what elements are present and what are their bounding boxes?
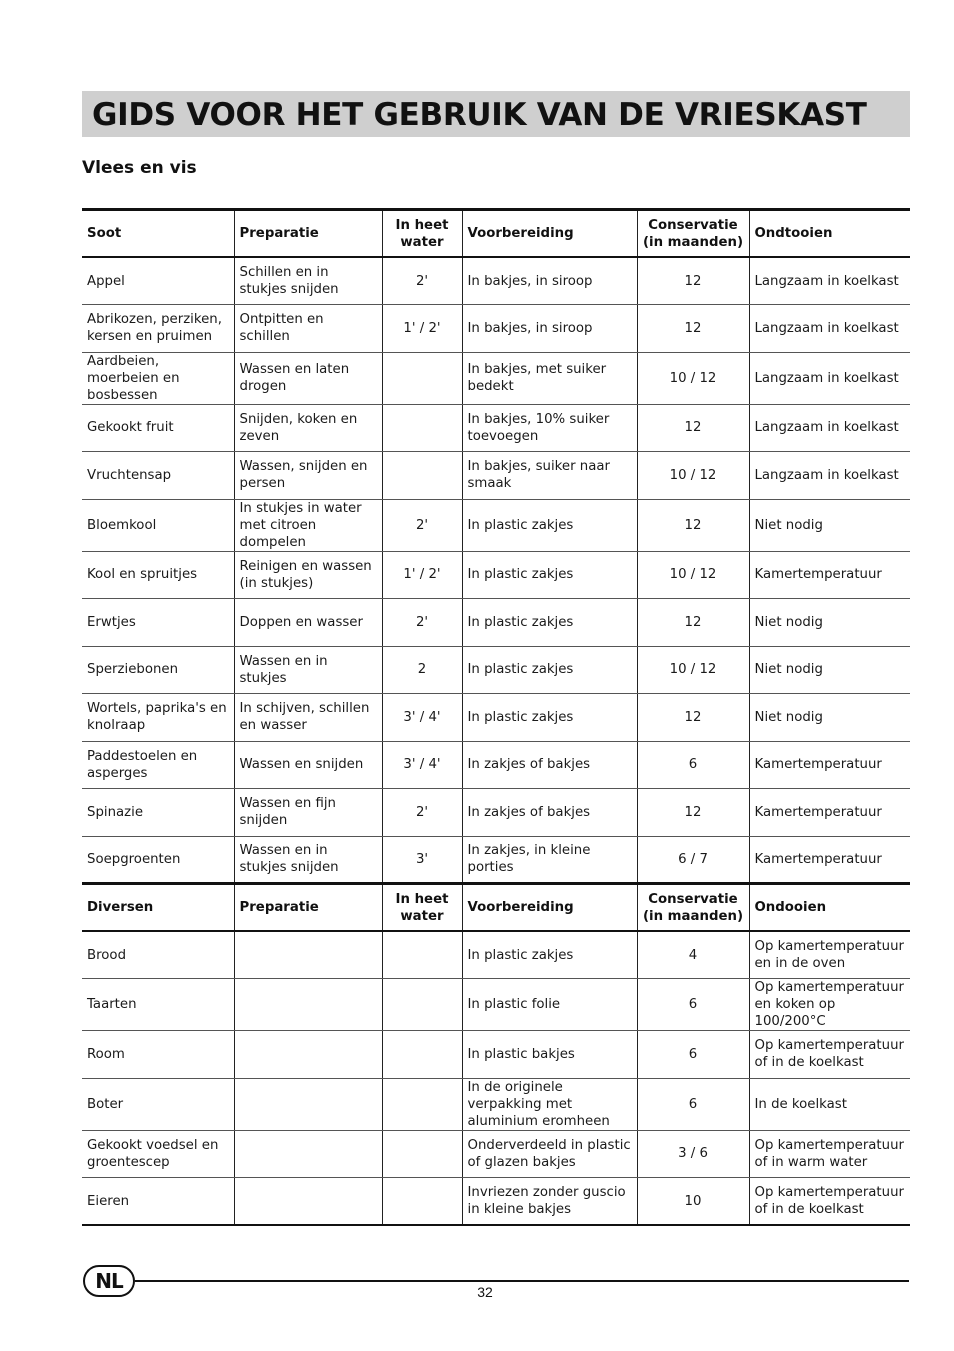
table-cell [234, 1078, 382, 1130]
table-cell [382, 404, 462, 452]
table-cell: In plastic zakjes [462, 499, 637, 551]
table-cell: Wassen en snijden [234, 741, 382, 789]
table-cell: 3' / 4' [382, 741, 462, 789]
table-cell [382, 1078, 462, 1130]
table-cell: 10 [637, 1178, 749, 1226]
table-cell [234, 979, 382, 1031]
table-cell: Brood [82, 931, 234, 979]
table-cell: 1' / 2' [382, 551, 462, 599]
table-cell: 12 [637, 789, 749, 837]
table-cell: Niet nodig [749, 694, 910, 742]
table-row [82, 931, 910, 979]
table-cell: 2' [382, 789, 462, 837]
table-cell: 6 [637, 1078, 749, 1130]
table-cell: Erwtjes [82, 599, 234, 647]
table-cell: In plastic zakjes [462, 694, 637, 742]
table-cell: Op kamertemperatuur of in warm water [749, 1130, 910, 1178]
table-cell [234, 1130, 382, 1178]
table-cell: In de originele verpakking met aluminium eromheen [462, 1078, 637, 1130]
table-row [82, 646, 910, 694]
table-cell: 12 [637, 257, 749, 305]
table-cell: Niet nodig [749, 646, 910, 694]
table-cell: Kamertemperatuur [749, 551, 910, 599]
table-cell: 12 [637, 694, 749, 742]
table-row [82, 1130, 910, 1178]
table-cell: Appel [82, 257, 234, 305]
table-cell: 10 / 12 [637, 452, 749, 500]
table-cell: Op kamertemperatuur of in de koelkast [749, 1178, 910, 1226]
table-row [82, 452, 910, 500]
table-row [82, 1178, 910, 1226]
table-cell [382, 1178, 462, 1226]
column-header: Voorbereiding [462, 884, 637, 932]
table-cell: In zakjes of bakjes [462, 741, 637, 789]
table-header-fruit-vegetables [82, 210, 910, 258]
table-cell: Langzaam in koelkast [749, 352, 910, 404]
table-row [82, 305, 910, 353]
language-badge: NL [83, 1265, 135, 1297]
title-bar [82, 91, 910, 137]
table-cell: 2 [382, 646, 462, 694]
column-header: Ondtooien [749, 210, 910, 258]
table-cell: Langzaam in koelkast [749, 452, 910, 500]
table-cell [382, 1031, 462, 1079]
table-cell: 6 [637, 741, 749, 789]
table-cell: In plastic zakjes [462, 646, 637, 694]
table-cell: Wortels, paprika's en knolraap [82, 694, 234, 742]
table-cell [234, 1178, 382, 1226]
table-cell: In bakjes, suiker naar smaak [462, 452, 637, 500]
table-cell: Op kamertemperatuur en in de oven [749, 931, 910, 979]
table-cell [234, 931, 382, 979]
table-cell: 1' / 2' [382, 305, 462, 353]
table-row [82, 979, 910, 1031]
table-cell: Aardbeien, moerbeien en bosbessen [82, 352, 234, 404]
table-cell: Ontpitten en schillen [234, 305, 382, 353]
freezer-guide-table [82, 208, 910, 1226]
table-cell: 3 / 6 [637, 1130, 749, 1178]
table-cell: Wassen en in stukjes snijden [234, 836, 382, 884]
table-cell [382, 1130, 462, 1178]
table-cell: Langzaam in koelkast [749, 257, 910, 305]
table-row [82, 1031, 910, 1079]
table-cell: In stukjes in water met citroen dompelen [234, 499, 382, 551]
table-row [82, 499, 910, 551]
table-cell: Paddestoelen en asperges [82, 741, 234, 789]
column-header: Conservatie (in maanden) [637, 210, 749, 258]
table-cell: Bloemkool [82, 499, 234, 551]
column-header: Voorbereiding [462, 210, 637, 258]
table-cell: In zakjes of bakjes [462, 789, 637, 837]
table-cell: Room [82, 1031, 234, 1079]
column-header: In heet water [382, 884, 462, 932]
table-cell: Op kamertemperatuur en koken op 100/200°C [749, 979, 910, 1031]
table-cell: Wassen en fijn snijden [234, 789, 382, 837]
table-row [82, 257, 910, 305]
table-cell: 6 [637, 1031, 749, 1079]
table-cell: In plastic zakjes [462, 931, 637, 979]
column-header: In heet water [382, 210, 462, 258]
table-row [82, 836, 910, 884]
table-cell: 12 [637, 404, 749, 452]
table-cell: Wassen en laten drogen [234, 352, 382, 404]
table-cell: Doppen en wasser [234, 599, 382, 647]
footer-rule [135, 1280, 909, 1282]
table-cell: Niet nodig [749, 499, 910, 551]
table-cell: 3' [382, 836, 462, 884]
table-cell: In bakjes, 10% suiker toevoegen [462, 404, 637, 452]
table-cell: Onderverdeeld in plastic of glazen bakjes [462, 1130, 637, 1178]
table-cell: 2' [382, 499, 462, 551]
table-cell: Sperziebonen [82, 646, 234, 694]
table-cell: Schillen en in stukjes snijden [234, 257, 382, 305]
table-cell: Taarten [82, 979, 234, 1031]
table-cell: In plastic zakjes [462, 551, 637, 599]
table-cell: Eieren [82, 1178, 234, 1226]
table-cell: 6 / 7 [637, 836, 749, 884]
table-cell: 10 / 12 [637, 646, 749, 694]
table-cell: Wassen, snijden en persen [234, 452, 382, 500]
table-cell: Abrikozen, perziken, kersen en pruimen [82, 305, 234, 353]
table-row [82, 352, 910, 404]
table-cell: Soepgroenten [82, 836, 234, 884]
table-cell: In plastic folie [462, 979, 637, 1031]
table-cell: Snijden, koken en zeven [234, 404, 382, 452]
table-cell: Op kamertemperatuur of in de koelkast [749, 1031, 910, 1079]
table-cell: 6 [637, 979, 749, 1031]
column-header: Conservatie (in maanden) [637, 884, 749, 932]
table-cell: Wassen en in stukjes [234, 646, 382, 694]
table-cell: Kamertemperatuur [749, 836, 910, 884]
table-cell: Invriezen zonder guscio in kleine bakjes [462, 1178, 637, 1226]
table-cell: 2' [382, 257, 462, 305]
table-row [82, 694, 910, 742]
page-number: 32 [477, 1284, 493, 1300]
table-cell: In schijven, schillen en wasser [234, 694, 382, 742]
table-row [82, 789, 910, 837]
table-row [82, 741, 910, 789]
table-row [82, 551, 910, 599]
table-cell: Boter [82, 1078, 234, 1130]
table-cell: In plastic bakjes [462, 1031, 637, 1079]
table-cell: 4 [637, 931, 749, 979]
table-header-miscellaneous [82, 884, 910, 932]
table-row [82, 404, 910, 452]
table-cell: In de koelkast [749, 1078, 910, 1130]
table-cell [382, 931, 462, 979]
table-cell: Spinazie [82, 789, 234, 837]
table-row [82, 1078, 910, 1130]
page-title: GIDS VOOR HET GEBRUIK VAN DE VRIESKAST [92, 97, 867, 133]
section-title: Vlees en vis [82, 158, 197, 178]
table-cell [382, 352, 462, 404]
column-header: Ondooien [749, 884, 910, 932]
table-cell: 2' [382, 599, 462, 647]
column-header: Preparatie [234, 884, 382, 932]
column-header: Diversen [82, 884, 234, 932]
table-cell: 10 / 12 [637, 352, 749, 404]
table-cell [234, 1031, 382, 1079]
table-cell: Langzaam in koelkast [749, 404, 910, 452]
column-header: Preparatie [234, 210, 382, 258]
table-cell: Reinigen en wassen (in stukjes) [234, 551, 382, 599]
table-cell: 10 / 12 [637, 551, 749, 599]
table-cell: Langzaam in koelkast [749, 305, 910, 353]
table-cell: 3' / 4' [382, 694, 462, 742]
table-cell: 12 [637, 305, 749, 353]
table-row [82, 599, 910, 647]
table-cell: In zakjes, in kleine porties [462, 836, 637, 884]
table-cell: In bakjes, in siroop [462, 257, 637, 305]
table-cell [382, 979, 462, 1031]
table-cell: 12 [637, 599, 749, 647]
table-cell: Vruchtensap [82, 452, 234, 500]
column-header: Soot [82, 210, 234, 258]
table-cell: 12 [637, 499, 749, 551]
table-cell: Niet nodig [749, 599, 910, 647]
table-cell: Kamertemperatuur [749, 741, 910, 789]
table-cell [382, 452, 462, 500]
table-cell: Kool en spruitjes [82, 551, 234, 599]
table-cell: Kamertemperatuur [749, 789, 910, 837]
table-cell: In bakjes, in siroop [462, 305, 637, 353]
table-cell: In bakjes, met suiker bedekt [462, 352, 637, 404]
table-cell: Gekookt voedsel en groentescep [82, 1130, 234, 1178]
table-cell: In plastic zakjes [462, 599, 637, 647]
table-cell: Gekookt fruit [82, 404, 234, 452]
